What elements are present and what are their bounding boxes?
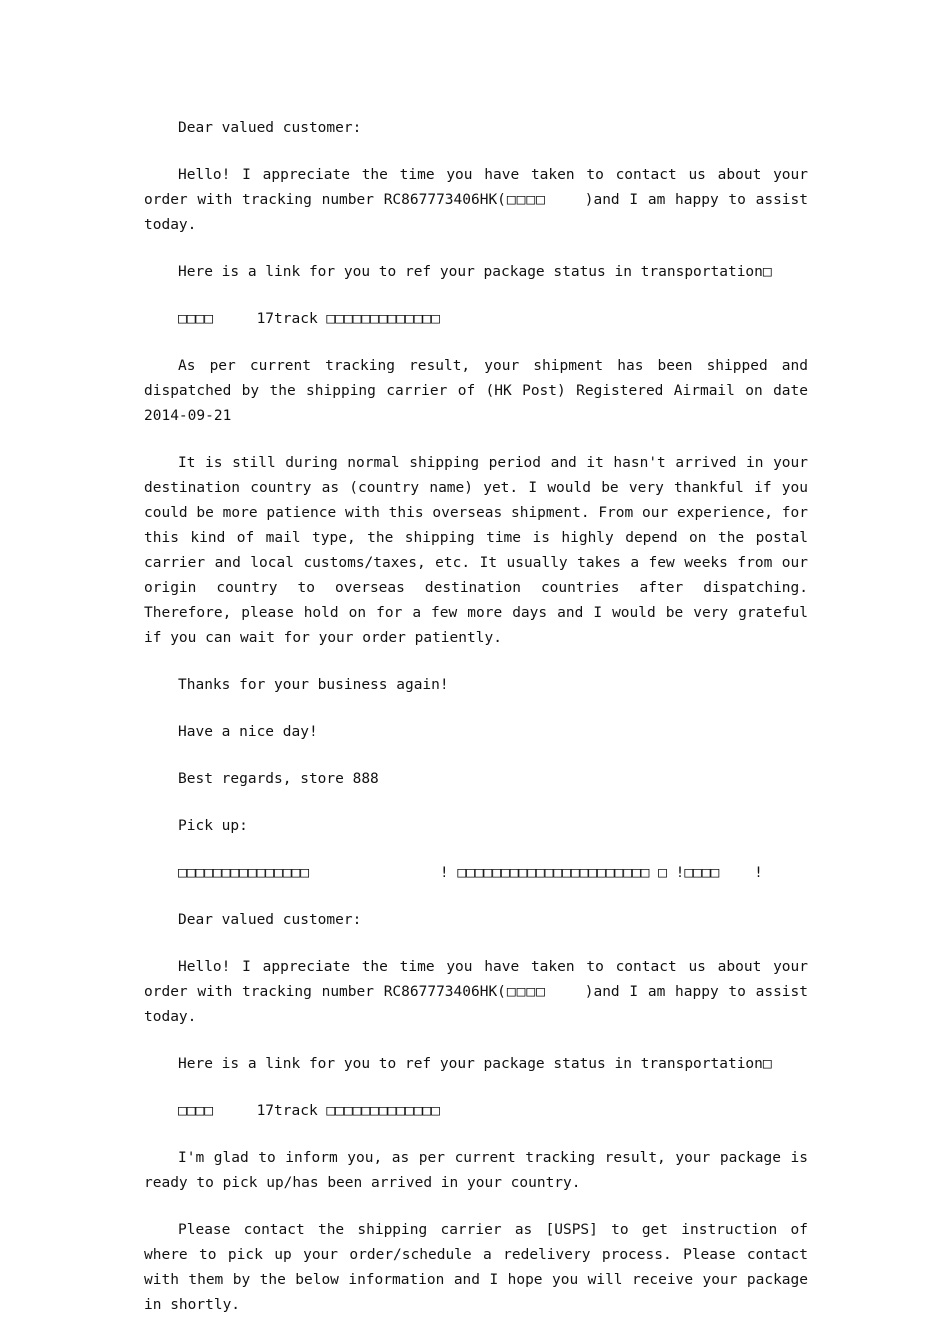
nice-day-line: Have a nice day!: [178, 724, 318, 740]
greeting: Dear valued customer:: [178, 120, 362, 136]
tracking-status-paragraph: As per current tracking result, your shipment has been shipped and dispatched by the shipping carrier of (HK Post) Registered Airmail on date 2014-09-21: [144, 358, 817, 424]
garbled-note-paragraph: □□□□□□□□□□□□□□□ ! □□□□□□□□□□□□□□□□□□□□□□ □ !□□□□ !: [178, 865, 763, 881]
signature-line: Best regards, store 888: [178, 771, 379, 787]
greeting-2: Dear valued customer:: [178, 912, 362, 928]
intro-paragraph-2: Hello! I appreciate the time you have taken to contact us about your order with tracking number RC867773406HK(□□□□ )and I am happy to assist today.: [144, 959, 817, 1025]
link-intro: Here is a link for you to ref your package status in transportation□: [178, 264, 772, 280]
tracking-link-line: □□□□ 17track □□□□□□□□□□□□□: [178, 311, 440, 327]
contact-carrier-paragraph: Please contact the shipping carrier as [USPS] to get instruction of where to pick up your order/schedule a redelivery process. Please contact with them by the below information and I hope you will receive your package in shortly.: [144, 1222, 817, 1313]
tracking-link-line-2: □□□□ 17track □□□□□□□□□□□□□: [178, 1103, 440, 1119]
section-heading-pickup: Pick up:: [178, 818, 248, 834]
intro-paragraph: Hello! I appreciate the time you have taken to contact us about your order with tracking number RC867773406HK(□□□□ )and I am happy to assist today.: [144, 167, 817, 233]
link-intro-2: Here is a link for you to ref your package status in transportation□: [178, 1056, 772, 1072]
thanks-line: Thanks for your business again!: [178, 677, 449, 693]
document-body: [144, 116, 817, 1340]
ready-pickup-paragraph: I'm glad to inform you, as per current tracking result, your package is ready to pick up/has been arrived in your country.: [144, 1150, 817, 1191]
shipping-period-paragraph: It is still during normal shipping period and it hasn't arrived in your destination country as (country name) yet. I would be very thankful if you could be more patience with this overseas shipment. From our experience, for this kind of mail type, the shipping time is highly depend on the postal carrier and local customs/taxes, etc. It usually takes a few weeks from our origin country to overseas destination countries after dispatching. Therefore, please hold on for a few more days and I would be very grateful if you can wait for your order patiently.: [144, 455, 817, 646]
